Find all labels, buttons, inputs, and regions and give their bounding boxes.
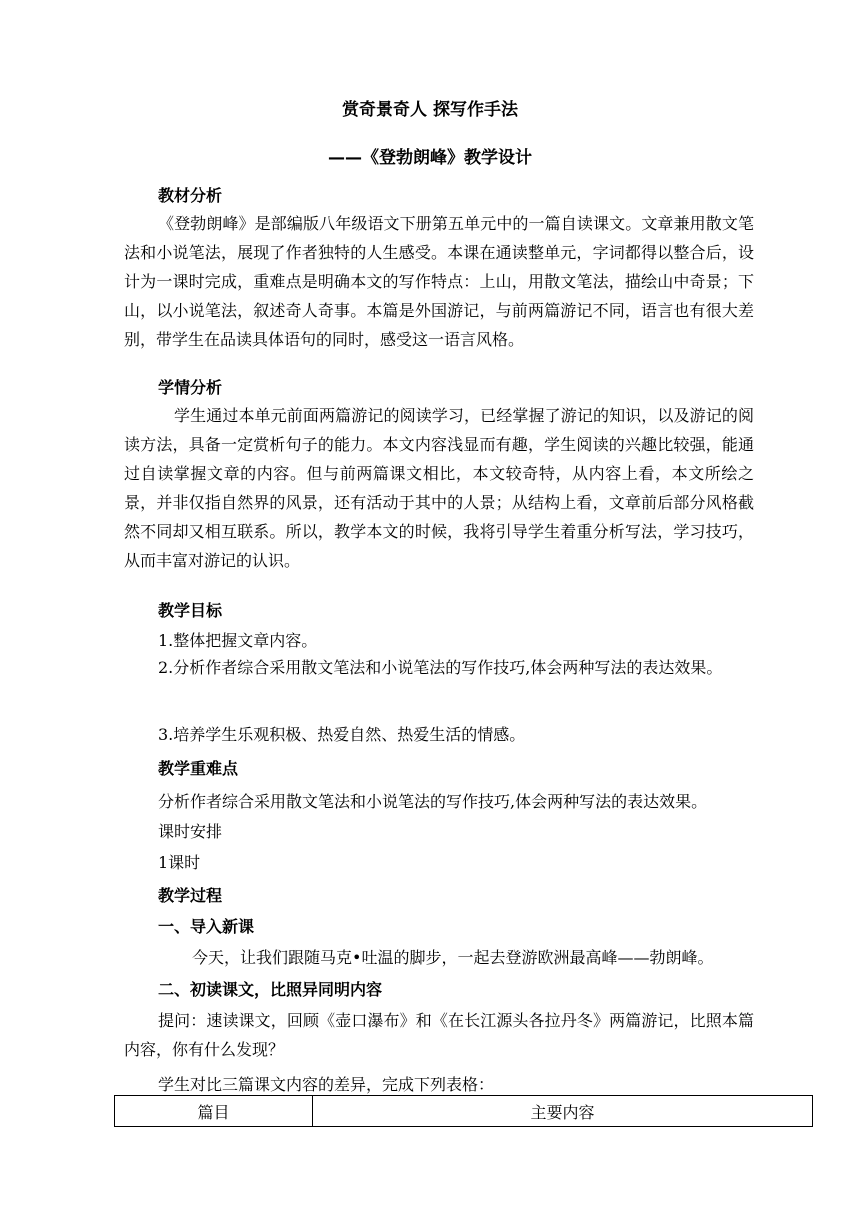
section-heading-goals: 教学目标 <box>158 601 223 620</box>
table-header-title: 篇目 <box>115 1096 313 1127</box>
comparison-table <box>114 1095 813 1127</box>
section-heading-key-points: 教学重难点 <box>158 759 239 778</box>
section-heading-process: 教学过程 <box>158 886 223 905</box>
section-heading-students: 学情分析 <box>158 378 223 397</box>
document-subtitle: ——《登勃朗峰》教学设计 <box>328 148 532 168</box>
paragraph-key-points: 分析作者综合采用散文笔法和小说笔法的写作技巧,体会两种写法的表达效果。 <box>158 792 708 811</box>
paragraph-material: 《登勃朗峰》是部编版八年级语文下册第五单元中的一篇自读课文。文章兼用散文笔法和小说笔法，展现了作者独特的人生感受。本课在通读整单元，字词都得以整合后，设计为一课时完成，重难点是明确本文的写作特点：上山，用散文笔法，描绘山中奇景；下山，以小说笔法，叙述奇人奇事。本篇是外国游记，与前两篇游记不同，语言也有很大差别，带学生在品读具体语句的同时，感受这一语言风格。 <box>124 214 754 349</box>
goal-item-1: 1.整体把握文章内容。 <box>158 631 318 650</box>
step-heading-2: 二、初读课文，比照异同明内容 <box>158 980 383 999</box>
table-header-content: 主要内容 <box>313 1096 813 1127</box>
step-question-2: 提问：速读课文，回顾《壶口瀑布》和《在长江源头各拉丹冬》两篇游记，比照本篇内容，你有什么发现？ <box>124 1011 754 1059</box>
section-heading-schedule: 课时安排 <box>158 822 223 841</box>
paragraph-students: 学生通过本单元前面两篇游记的阅读学习，已经掌握了游记的知识，以及游记的阅读方法，具备一定赏析句子的能力。本文内容浅显而有趣，学生阅读的兴趣比较强，能通过自读掌握文章的内容。但与前两篇课文相比，本文较奇特，从内容上看，本文所绘之景，并非仅指自然界的风景，还有活动于其中的人景；从结构上看，文章前后部分风格截然不同却又相互联系。所以，教学本文的时候，我将引导学生着重分析写法，学习技巧，从而丰富对游记的认识。 <box>124 406 754 570</box>
document-title: 赏奇景奇人 探写作手法 <box>342 100 518 120</box>
step-heading-1: 一、导入新课 <box>158 917 255 936</box>
step-text-1: 今天，让我们跟随马克•吐温的脚步，一起去登游欧洲最高峰——勃朗峰。 <box>192 948 714 967</box>
step-task-2: 学生对比三篇课文内容的差异，完成下列表格： <box>158 1075 495 1094</box>
goal-item-2: 2.分析作者综合采用散文笔法和小说笔法的写作技巧,体会两种写法的表达效果。 <box>158 658 723 677</box>
goal-item-3: 3.培养学生乐观积极、热爱自然、热爱生活的情感。 <box>158 725 526 744</box>
section-heading-material: 教材分析 <box>158 186 223 205</box>
paragraph-schedule: 1课时 <box>158 853 201 872</box>
table-header-row <box>115 1096 813 1127</box>
